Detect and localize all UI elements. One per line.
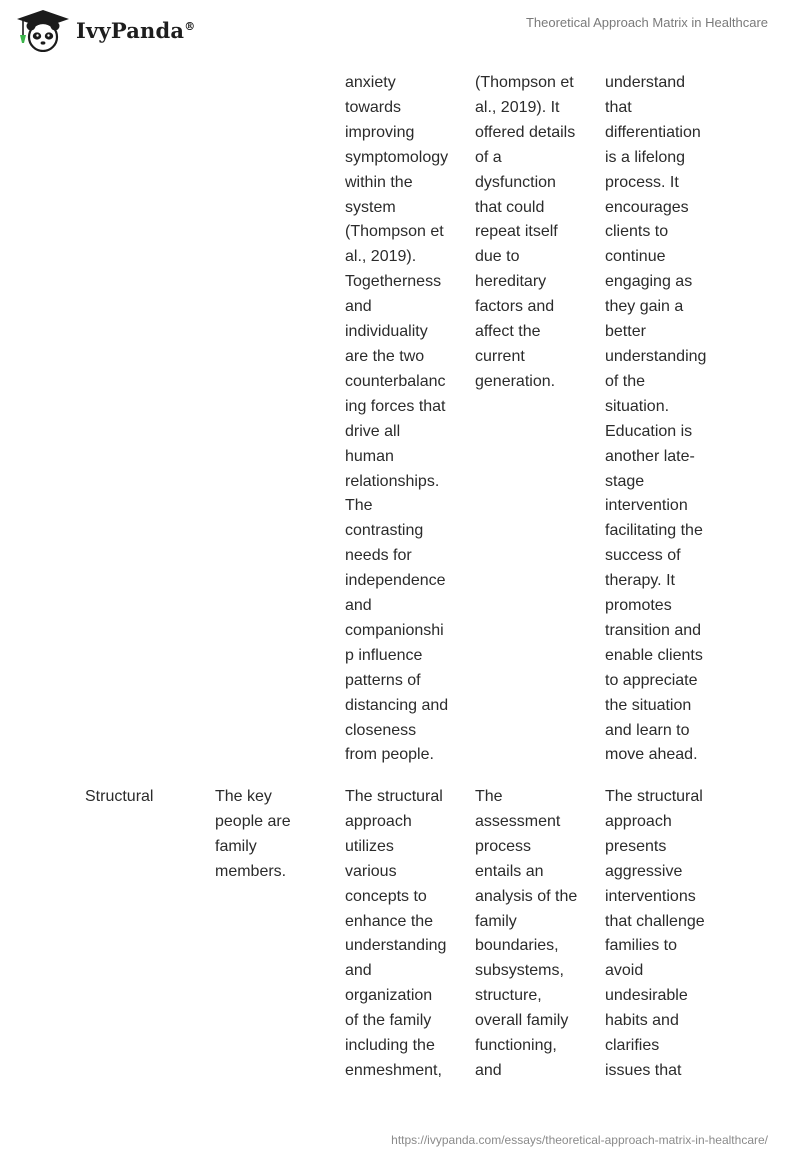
document-title: Theoretical Approach Matrix in Healthcare [525, 15, 768, 30]
table-cell: The assessment process entails an analysis of the family boundaries, subsystems, structure, overall family functioning, and [475, 788, 578, 1079]
ivypanda-logo[interactable] [14, 8, 195, 52]
page-header [0, 0, 800, 60]
source-url-link[interactable]: https://ivypanda.com/essays/theoretical-approach-matrix-in-healthcare/ [391, 1133, 768, 1147]
table-cell: The structural approach utilizes various concepts to enhance the understanding and organization of the family including the enmeshment, [345, 788, 447, 1079]
table-cell: The structural approach presents aggressive interventions that challenge families to avoid undesirable habits and clarifies issues that [605, 788, 705, 1079]
table-cell: The key people are family members. [215, 788, 291, 880]
table-cell: understand that differentiation is a lifelong process. It encourages clients to continue engaging as they gain a better understanding of the situation. Education is another late- stage intervention facilitating the success of therapy. It promotes transition and enable clients to appreciate the situation and learn to move ahead. [605, 74, 707, 764]
table-cell-approach: Structural [85, 788, 154, 805]
table-cell: anxiety towards improving symptomology within the system (Thompson et al., 2019). Togetherness and individuality are the two counterbalanc ing forces that drive all human relationships. The contrasting needs for independence and companionshi p influence patterns of distancing and closeness from people. [345, 74, 449, 764]
brand-name: IvyPanda® [76, 17, 196, 43]
table-cell: (Thompson et al., 2019). It offered details of a dysfunction that could repeat itself due to hereditary factors and affect the current generation. [475, 74, 576, 390]
panda-graduate-icon [14, 8, 72, 52]
